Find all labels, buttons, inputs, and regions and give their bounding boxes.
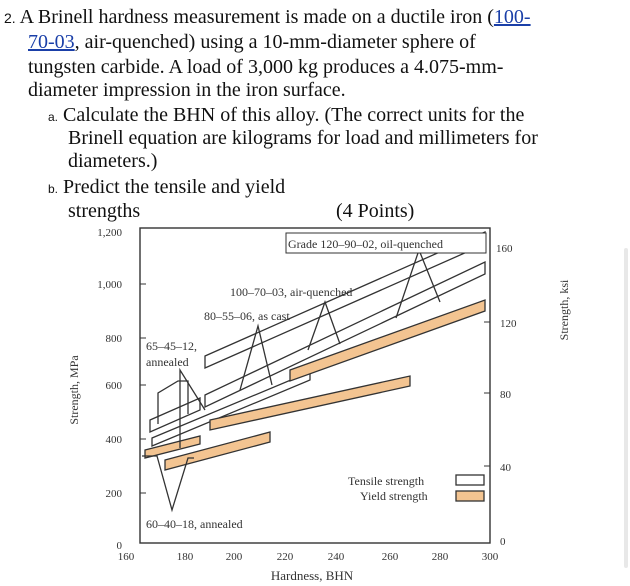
xtick-240: 240 (327, 551, 345, 563)
annotation-grade-120: Grade 120–90–02, oil-quenched (288, 237, 443, 251)
question-text-2: , air-quenched) using a 10-mm-diameter sphere of (74, 31, 476, 53)
part-a-line-3: diameters.) (68, 150, 158, 172)
scrollbar-track[interactable] (624, 248, 628, 568)
ytick-right-120: 120 (500, 318, 517, 330)
xtick-220: 220 (276, 551, 294, 563)
xtick-260: 260 (381, 551, 399, 563)
xtick-180: 180 (176, 551, 194, 563)
ytick-left-1200: 1,200 (97, 227, 122, 239)
alloy-link-part2[interactable]: 70-03 (28, 31, 75, 53)
annotation-65-45-b: annealed (146, 355, 189, 369)
ytick-left-800: 800 (105, 333, 122, 345)
legend-tensile-label: Tensile strength (348, 474, 425, 488)
plot-frame (140, 228, 490, 543)
left-ticks (97, 227, 146, 552)
bottom-ticks (118, 551, 499, 563)
part-a-line-2: Brinell equation are kilograms for load and millimeters for (68, 127, 538, 149)
right-ticks (484, 243, 517, 548)
xlabel: Hardness, BHN (270, 568, 354, 583)
xtick-200: 200 (225, 551, 243, 563)
annotations (146, 233, 486, 531)
points-label: (4 Points) (336, 200, 415, 222)
xtick-280: 280 (431, 551, 449, 563)
annotation-60-40: 60–40–18, annealed (146, 517, 243, 531)
question-line-4: diameter impression in the iron surface. (28, 79, 346, 101)
legend (348, 474, 484, 503)
ylabel-left: Strength, MPa (67, 355, 81, 425)
legend-yield-swatch (456, 491, 484, 501)
question-text-1: A Brinell hardness measurement is made on a ductile iron ( (19, 6, 494, 28)
ytick-left-400: 400 (105, 434, 122, 446)
question-number: 2. (4, 10, 16, 26)
ytick-left-200: 200 (105, 488, 122, 500)
ytick-right-0: 0 (500, 536, 506, 548)
xtick-160: 160 (117, 551, 135, 563)
annotation-100-70: 100–70–03, air-quenched (230, 285, 353, 299)
legend-yield-label: Yield strength (360, 489, 428, 503)
ytick-left-1000: 1,000 (97, 279, 122, 291)
legend-tensile-swatch (456, 475, 484, 485)
yield-bands (145, 300, 485, 470)
part-a-label: a. (48, 110, 59, 124)
part-b-label: b. (48, 182, 59, 196)
ytick-left-0: 0 (116, 540, 122, 552)
part-a-text-1: Calculate the BHN of this alloy. (The correct units for the (63, 104, 525, 126)
question-line-3: tungsten carbide. A load of 3,000 kg produces a 4.075-mm- (28, 56, 504, 78)
tensile-bands (150, 232, 485, 446)
annotation-80-55: 80–55–06, as cast (204, 309, 290, 323)
part-b-text-1: Predict the tensile and yield (63, 176, 286, 198)
ylabel-right: Strength, ksi (557, 279, 571, 341)
alloy-link-part1[interactable]: 100- (493, 6, 531, 28)
ytick-right-40: 40 (500, 462, 511, 474)
ytick-right-80: 80 (500, 389, 511, 401)
xtick-300: 300 (481, 551, 499, 563)
ytick-left-600: 600 (105, 380, 122, 392)
annotation-65-45-a: 65–45–12, (146, 339, 197, 353)
ytick-right-160: 160 (496, 243, 513, 255)
part-b-line-2: strengths (68, 200, 141, 222)
